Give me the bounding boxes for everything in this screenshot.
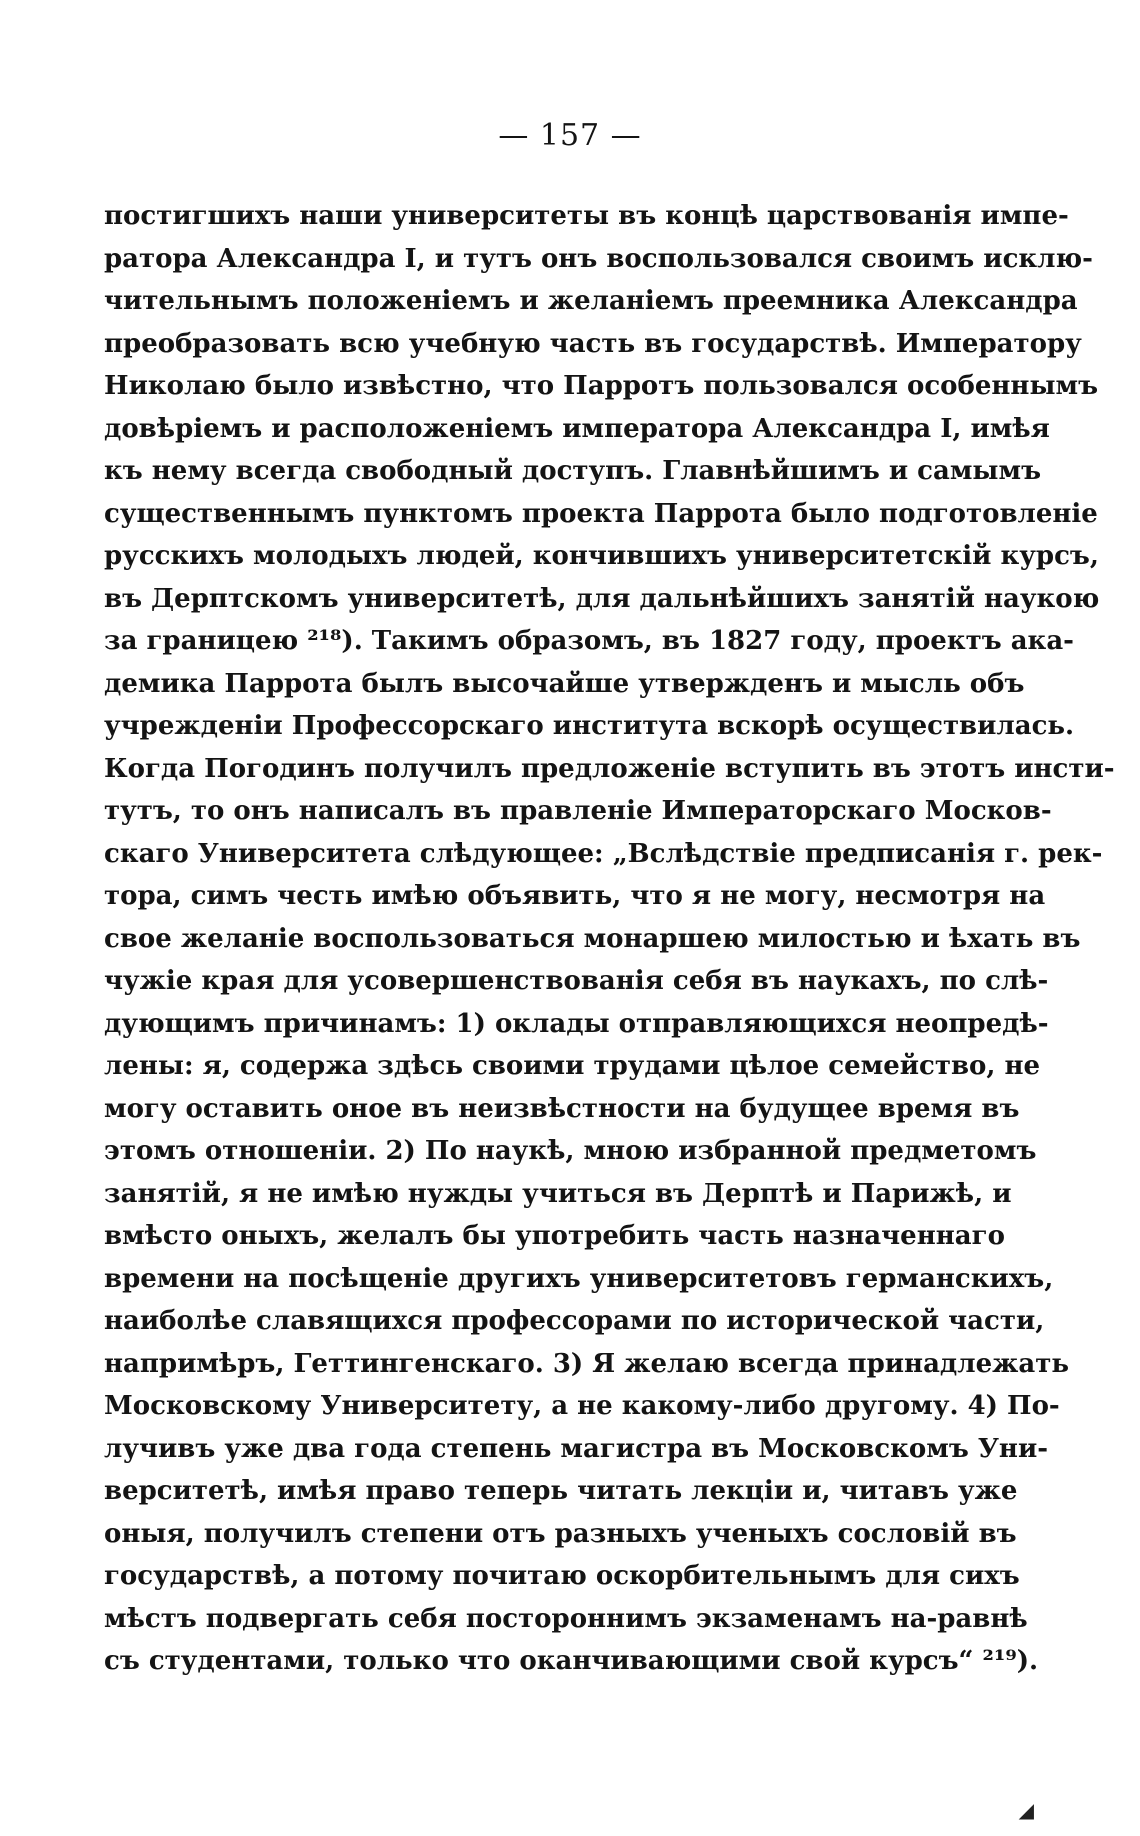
text-line: тора, симъ честь имѣю объявить, что я не могу, несмотря на: [104, 881, 1046, 911]
text-line: напримѣръ, Геттингенскаго. 3) Я желаю всегда принадлежать: [104, 1348, 1069, 1379]
text-line: преобразовать всю учебную часть въ государствѣ. Императору: [104, 328, 1082, 359]
text-line: чужіе края для усовершенствованія себя въ наукахъ, по слѣ-: [104, 966, 1049, 996]
text-line: наиболѣе славящихся профессорами по исторической части,: [104, 1306, 1045, 1336]
text-line: за границею ²¹⁸). Такимъ образомъ, въ 1827 году, проектъ ака-: [104, 626, 1074, 656]
text-line: оныя, получилъ степени отъ разныхъ ученыхъ сословій въ: [104, 1518, 1017, 1549]
page-corner-arrow-icon: ◢: [1018, 1798, 1034, 1822]
text-line: русскихъ молодыхъ людей, кончившихъ университетскій курсъ,: [104, 541, 1099, 571]
text-line: вмѣсто оныхъ, желалъ бы употребить часть назначеннаго: [104, 1221, 1005, 1251]
text-line: дующимъ причинамъ: 1) оклады отправляющихся неопредѣ-: [104, 1008, 1049, 1039]
text-line: времени на посѣщеніе другихъ университетовъ германскихъ,: [104, 1263, 1054, 1294]
text-line: ратора Александра I, и тутъ онъ воспользовался своимъ исклю-: [104, 243, 1093, 274]
text-line: занятій, я не имѣю нужды учиться въ Дерптѣ и Парижѣ, и: [104, 1178, 1012, 1209]
text-line: скаго Университета слѣдующее: „Вслѣдствіе предписанія г. рек-: [104, 838, 1103, 869]
text-line: лучивъ уже два года степень магистра въ Московскомъ Уни-: [104, 1433, 1049, 1464]
text-line: Московскому Университету, а не какому-либо другому. 4) По-: [104, 1391, 1060, 1421]
text-line: съ студентами, только что оканчивающими свой курсъ“ ²¹⁹).: [104, 1646, 1039, 1676]
text-line: постигшихъ наши университеты въ концѣ царствованія импе-: [104, 201, 1069, 231]
text-line: существеннымъ пунктомъ проекта Паррота было подготовленіе: [104, 498, 1098, 529]
text-line: могу оставить оное въ неизвѣстности на будущее время въ: [104, 1093, 1020, 1124]
text-line: въ Дерптскомъ университетѣ, для дальнѣйшихъ занятій наукою: [104, 583, 1100, 614]
text-line: мѣстъ подвергать себя постороннимъ экзаменамъ на-равнѣ: [104, 1603, 1028, 1634]
page-number: — 157 —: [498, 118, 642, 153]
text-line: довѣріемъ и расположеніемъ императора Александра I, имѣя: [104, 413, 1050, 444]
text-line: чительнымъ положеніемъ и желаніемъ преемника Александра: [104, 286, 1078, 316]
text-line: демика Паррота былъ высочайше утвержденъ и мысль объ: [104, 668, 1025, 699]
text-line: лены: я, содержа здѣсь своими трудами цѣлое семейство, не: [104, 1051, 1041, 1081]
text-line: учрежденіи Профессорскаго института вскорѣ осуществилась.: [104, 711, 1075, 741]
text-line: этомъ отношеніи. 2) По наукѣ, мною избранной предметомъ: [104, 1136, 1037, 1166]
text-line: къ нему всегда свободный доступъ. Главнѣйшимъ и самымъ: [104, 456, 1042, 486]
text-line: верситетѣ, имѣя право теперь читать лекціи и, читавъ уже: [104, 1476, 1018, 1506]
text-line: Николаю было извѣстно, что Парротъ пользовался особеннымъ: [104, 371, 1099, 401]
text-line: тутъ, то онъ написалъ въ правленіе Императорскаго Москов-: [104, 796, 1052, 826]
body-text: [104, 195, 1115, 1683]
text-line: Когда Погодинъ получилъ предложеніе вступить въ этотъ инсти-: [104, 753, 1115, 784]
text-line: государствѣ, а потому почитаю оскорбительнымъ для сихъ: [104, 1561, 1020, 1591]
text-line: свое желаніе воспользоваться монаршею милостью и ѣхать въ: [104, 923, 1081, 954]
